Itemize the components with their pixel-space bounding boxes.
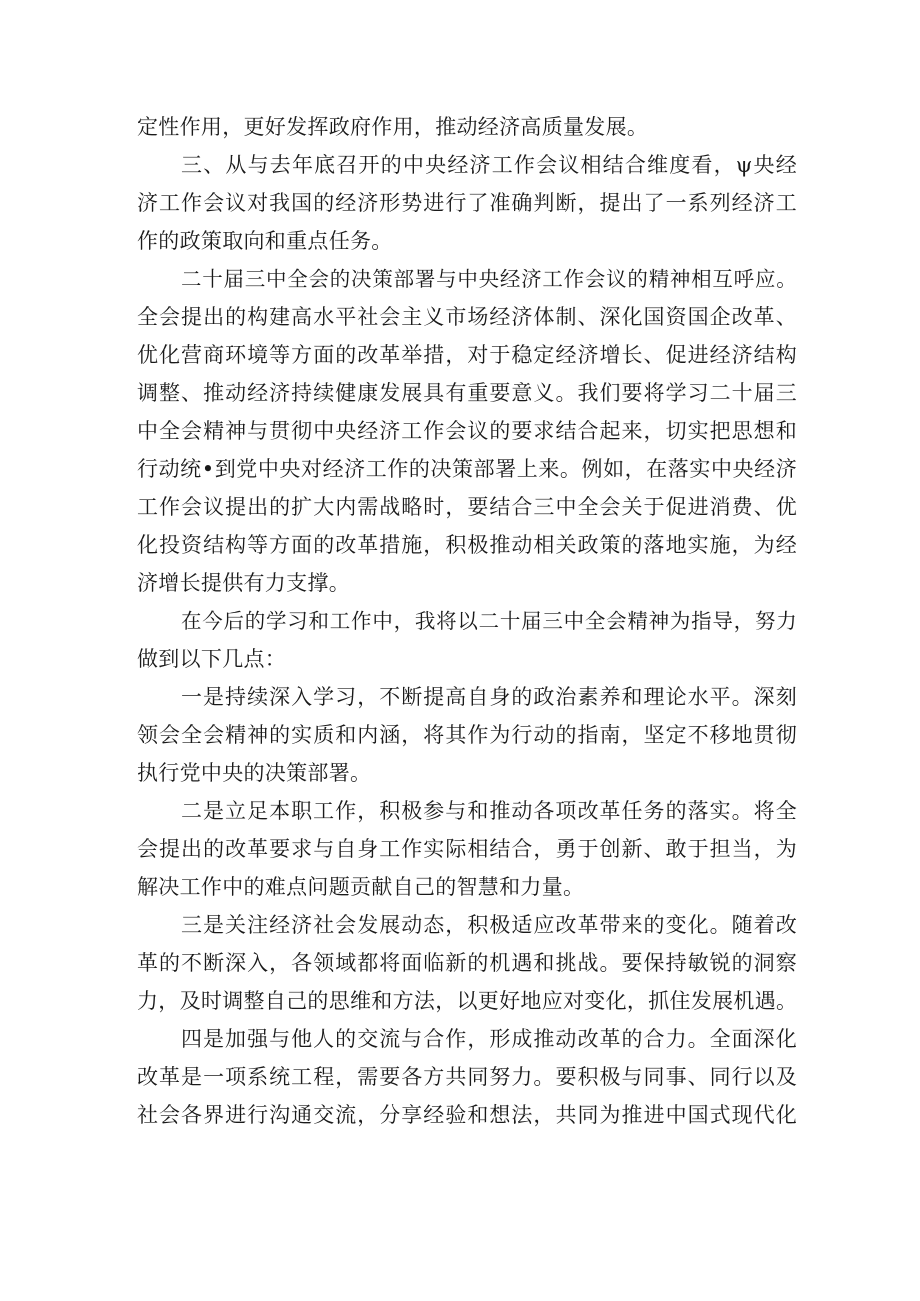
text-line: 二是立足本职工作，积极参与和推动各项改革任务的落实。将全 bbox=[181, 799, 797, 823]
text-line: 解决工作中的难点问题贡献自己的智慧和力量。 bbox=[137, 875, 585, 899]
document-body bbox=[137, 108, 797, 1134]
text-line: 调整、推动经济持续健康发展具有重要意义。我们要将学习二十届三 bbox=[137, 381, 797, 405]
text-line: 优化营商环境等方面的改革举措，对于稳定经济增长、促进经济结构 bbox=[137, 343, 797, 367]
text-line: 做到以下几点： bbox=[137, 647, 287, 671]
text-line: 中全会精神与贯彻中央经济工作会议的要求结合起来，切实把思想和 bbox=[137, 419, 797, 443]
text-line: 执行党中央的决策部署。 bbox=[137, 761, 372, 785]
text-line: 四是加强与他人的交流与合作，形成推动改革的合力。全面深化 bbox=[181, 1027, 797, 1051]
paragraph-continuation bbox=[137, 108, 797, 146]
text-line: 作的政策取向和重点任务。 bbox=[137, 229, 393, 253]
text-line: 三、从与去年底召开的中央经济工作会议相结合维度看，ψ央经 bbox=[181, 153, 797, 177]
paragraph-point-two bbox=[137, 792, 797, 906]
text-line: 工作会议提出的扩大内需战略时，要结合三中全会关于促进消费、优 bbox=[137, 495, 797, 519]
text-line: 革的不断深入，各领域都将面临新的机遇和挑战。要保持敏锐的洞察 bbox=[137, 951, 797, 975]
paragraph-point-three bbox=[137, 906, 797, 1020]
text-line: 力，及时调整自己的思维和方法，以更好地应对变化，抓住发展机遇。 bbox=[137, 989, 798, 1013]
text-line: 二十届三中全会的决策部署与中央经济工作会议的精神相互呼应。 bbox=[181, 267, 797, 291]
text-line: 定性作用，更好发挥政府作用，推动经济高质量发展。 bbox=[137, 115, 649, 139]
text-line: 济增长提供有力支撑。 bbox=[137, 571, 350, 595]
paragraph-point-one bbox=[137, 678, 797, 792]
text-line: 全会提出的构建高水平社会主义市场经济体制、深化国资国企改革、 bbox=[137, 305, 797, 329]
text-line: 社会各界进行沟通交流，分享经验和想法，共同为推进中国式现代化 bbox=[137, 1103, 797, 1127]
text-line: 化投资结构等方面的改革措施，积极推动相关政策的落地实施，为经 bbox=[137, 533, 797, 557]
paragraph-plenum-response bbox=[137, 260, 797, 602]
text-line: 在今后的学习和工作中，我将以二十届三中全会精神为指导，努力 bbox=[181, 609, 797, 633]
text-line: 领会全会精神的实质和内涵，将其作为行动的指南，坚定不移地贯彻 bbox=[137, 723, 797, 747]
text-line: 一是持续深入学习，不断提高自身的政治素养和理论水平。深刻 bbox=[181, 685, 797, 709]
paragraph-future-work bbox=[137, 602, 797, 678]
text-line: 三是关注经济社会发展动态，积极适应改革带来的变化。随着改 bbox=[181, 913, 797, 937]
text-line: 济工作会议对我国的经济形势进行了准确判断，提出了一系列经济工 bbox=[137, 191, 797, 215]
paragraph-point-four bbox=[137, 1020, 797, 1134]
text-line: 改革是一项系统工程，需要各方共同努力。要积极与同事、同行以及 bbox=[137, 1065, 797, 1089]
text-line: 行动统•到党中央对经济工作的决策部署上来。例如，在落实中央经济 bbox=[137, 457, 797, 481]
paragraph-section-three bbox=[137, 146, 797, 260]
text-line: 会提出的改革要求与自身工作实际相结合，勇于创新、敢于担当，为 bbox=[137, 837, 797, 861]
